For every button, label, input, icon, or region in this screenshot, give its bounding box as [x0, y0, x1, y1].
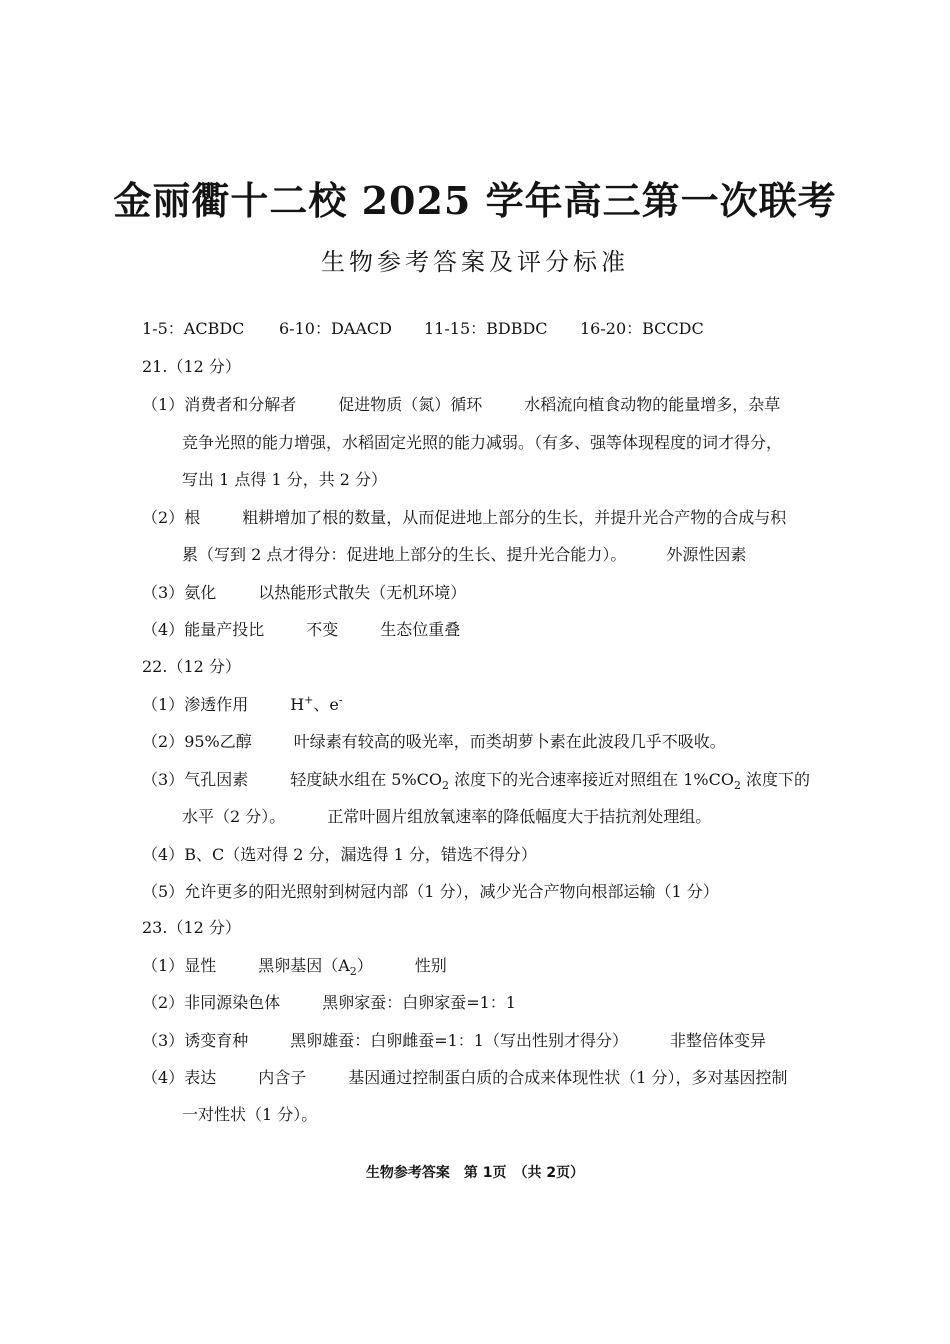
answer-text: 渗透作用	[184, 695, 249, 714]
question-23-part-4	[142, 1065, 788, 1088]
part-number: （3）	[142, 770, 185, 789]
answer-text: 表达	[184, 1068, 217, 1087]
answer-text: 能量产投比	[184, 620, 265, 639]
answer-text: 生态位重叠	[380, 620, 461, 639]
question-21-heading: 21.（12 分）	[142, 357, 241, 376]
question-21-part-1	[142, 392, 780, 415]
question-21-part-4	[142, 617, 460, 640]
answer-text: 水平（2 分）。	[182, 807, 286, 826]
question-22-part-4	[142, 842, 537, 865]
answer-text: 不变	[306, 620, 339, 639]
question-21-part-1-continued: 竞争光照的能力增强，水稻固定光照的能力减弱。（有多、强等体现程度的词才得分，	[182, 433, 783, 452]
subscript: 2	[733, 779, 741, 793]
question-21-part-2	[142, 505, 786, 528]
page-title: 金丽衢十二校 2025 学年高三第一次联考	[113, 178, 837, 223]
question-22-part-2	[142, 729, 726, 752]
superscript: -	[338, 693, 343, 707]
part-number: （2）	[142, 732, 185, 751]
answer-text: 叶绿素有较高的吸光率，而类胡萝卜素在此波段几乎不吸收。	[293, 732, 726, 751]
answer-text: 外源性因素	[666, 545, 747, 564]
answer-text: 气孔因素	[184, 770, 249, 789]
part-number: （3）	[142, 583, 185, 602]
part-number: （3）	[142, 1031, 185, 1050]
answer-text: 轻度缺水组在 5%CO	[290, 770, 443, 789]
answer-text: ）	[356, 956, 373, 975]
answer-text: 基因通过控制蛋白质的合成来体现性状（1 分），多对基因控制	[348, 1068, 788, 1087]
answer-text: 非同源染色体	[184, 993, 281, 1012]
answer-text: 、e	[313, 695, 339, 714]
answer-text: 正常叶圆片组放氧速率的降低幅度大于拮抗剂处理组。	[327, 807, 712, 826]
page-subtitle: 生物参考答案及评分标准	[321, 248, 629, 276]
answer-group-1-5: 1-5：ACBDC	[142, 319, 245, 338]
subscript: 2	[349, 965, 357, 979]
answer-text: 黑卵家蚕：白卵家蚕=1：1	[322, 993, 516, 1012]
subscript: 2	[442, 779, 450, 793]
question-23-part-4-continued: 一对性状（1 分）。	[182, 1105, 318, 1124]
answer-text: 黑卵雄蚕：白卵雌蚕=1：1（写出性别才得分）	[290, 1031, 628, 1050]
question-21-part-3	[142, 580, 466, 603]
answer-text: 浓度下的	[740, 770, 811, 789]
answer-text: 促进物质（氮）循环	[338, 395, 483, 414]
answer-text: 累（写到 2 点才得分：促进地上部分的生长、提升光合能力）。	[182, 545, 627, 564]
answer-text: 黑卵基因（A	[258, 956, 350, 975]
question-22-heading: 22.（12 分）	[142, 657, 241, 676]
part-number: （2）	[142, 508, 185, 527]
answer-text: 性别	[414, 956, 447, 975]
answer-text: H	[290, 695, 305, 714]
question-21-part-1-scoring: 写出 1 点得 1 分，共 2 分）	[182, 470, 388, 489]
part-number: （1）	[142, 956, 185, 975]
answer-text: 允许更多的阳光照射到树冠内部（1 分），减少光合产物向根部运输（1 分）	[184, 882, 719, 901]
answer-text: 粗耕增加了根的数量，从而促进地上部分的生长，并提升光合产物的合成与积	[242, 508, 787, 527]
answer-text: 非整倍体变异	[669, 1031, 766, 1050]
question-21-part-2-continued	[182, 542, 746, 565]
part-number: （4）	[142, 1068, 185, 1087]
answer-text: 浓度下的光合速率接近对照组在 1%CO	[449, 770, 734, 789]
page-footer: 生物参考答案 第 1页 （共 2页）	[365, 1165, 585, 1181]
answer-text: 内含子	[258, 1068, 307, 1087]
question-22-part-3-continued	[182, 804, 711, 827]
question-23-part-3	[142, 1028, 766, 1051]
answer-text: 95%乙醇	[184, 732, 252, 751]
answer-text: 诱变育种	[184, 1031, 249, 1050]
question-22-part-5	[142, 879, 719, 902]
answer-group-6-10: 6-10：DAACD	[279, 319, 392, 338]
part-number: （2）	[142, 993, 185, 1012]
question-22-part-1	[142, 692, 343, 715]
part-number: （5）	[142, 882, 185, 901]
part-number: （1）	[142, 695, 185, 714]
superscript: +	[304, 693, 314, 707]
answer-text: 消费者和分解者	[184, 395, 297, 414]
answer-text: 显性	[184, 956, 217, 975]
part-number: （4）	[142, 845, 185, 864]
question-23-part-2	[142, 990, 516, 1013]
answer-text: 根	[184, 508, 201, 527]
answer-text: 氨化	[184, 583, 217, 602]
answer-group-11-15: 11-15：BDBDC	[424, 319, 548, 338]
part-number: （1）	[142, 395, 185, 414]
answer-text: B、C（选对得 2 分，漏选得 1 分，错选不得分）	[184, 845, 537, 864]
answer-text: 以热能形式散失（无机环境）	[258, 583, 467, 602]
question-23-heading: 23.（12 分）	[142, 918, 241, 937]
part-number: （4）	[142, 620, 185, 639]
question-22-part-3	[142, 767, 810, 792]
answer-group-16-20: 16-20：BCCDC	[580, 319, 704, 338]
question-23-part-1	[142, 953, 447, 978]
answer-text: 水稻流向植食动物的能量增多，杂草	[524, 395, 781, 414]
